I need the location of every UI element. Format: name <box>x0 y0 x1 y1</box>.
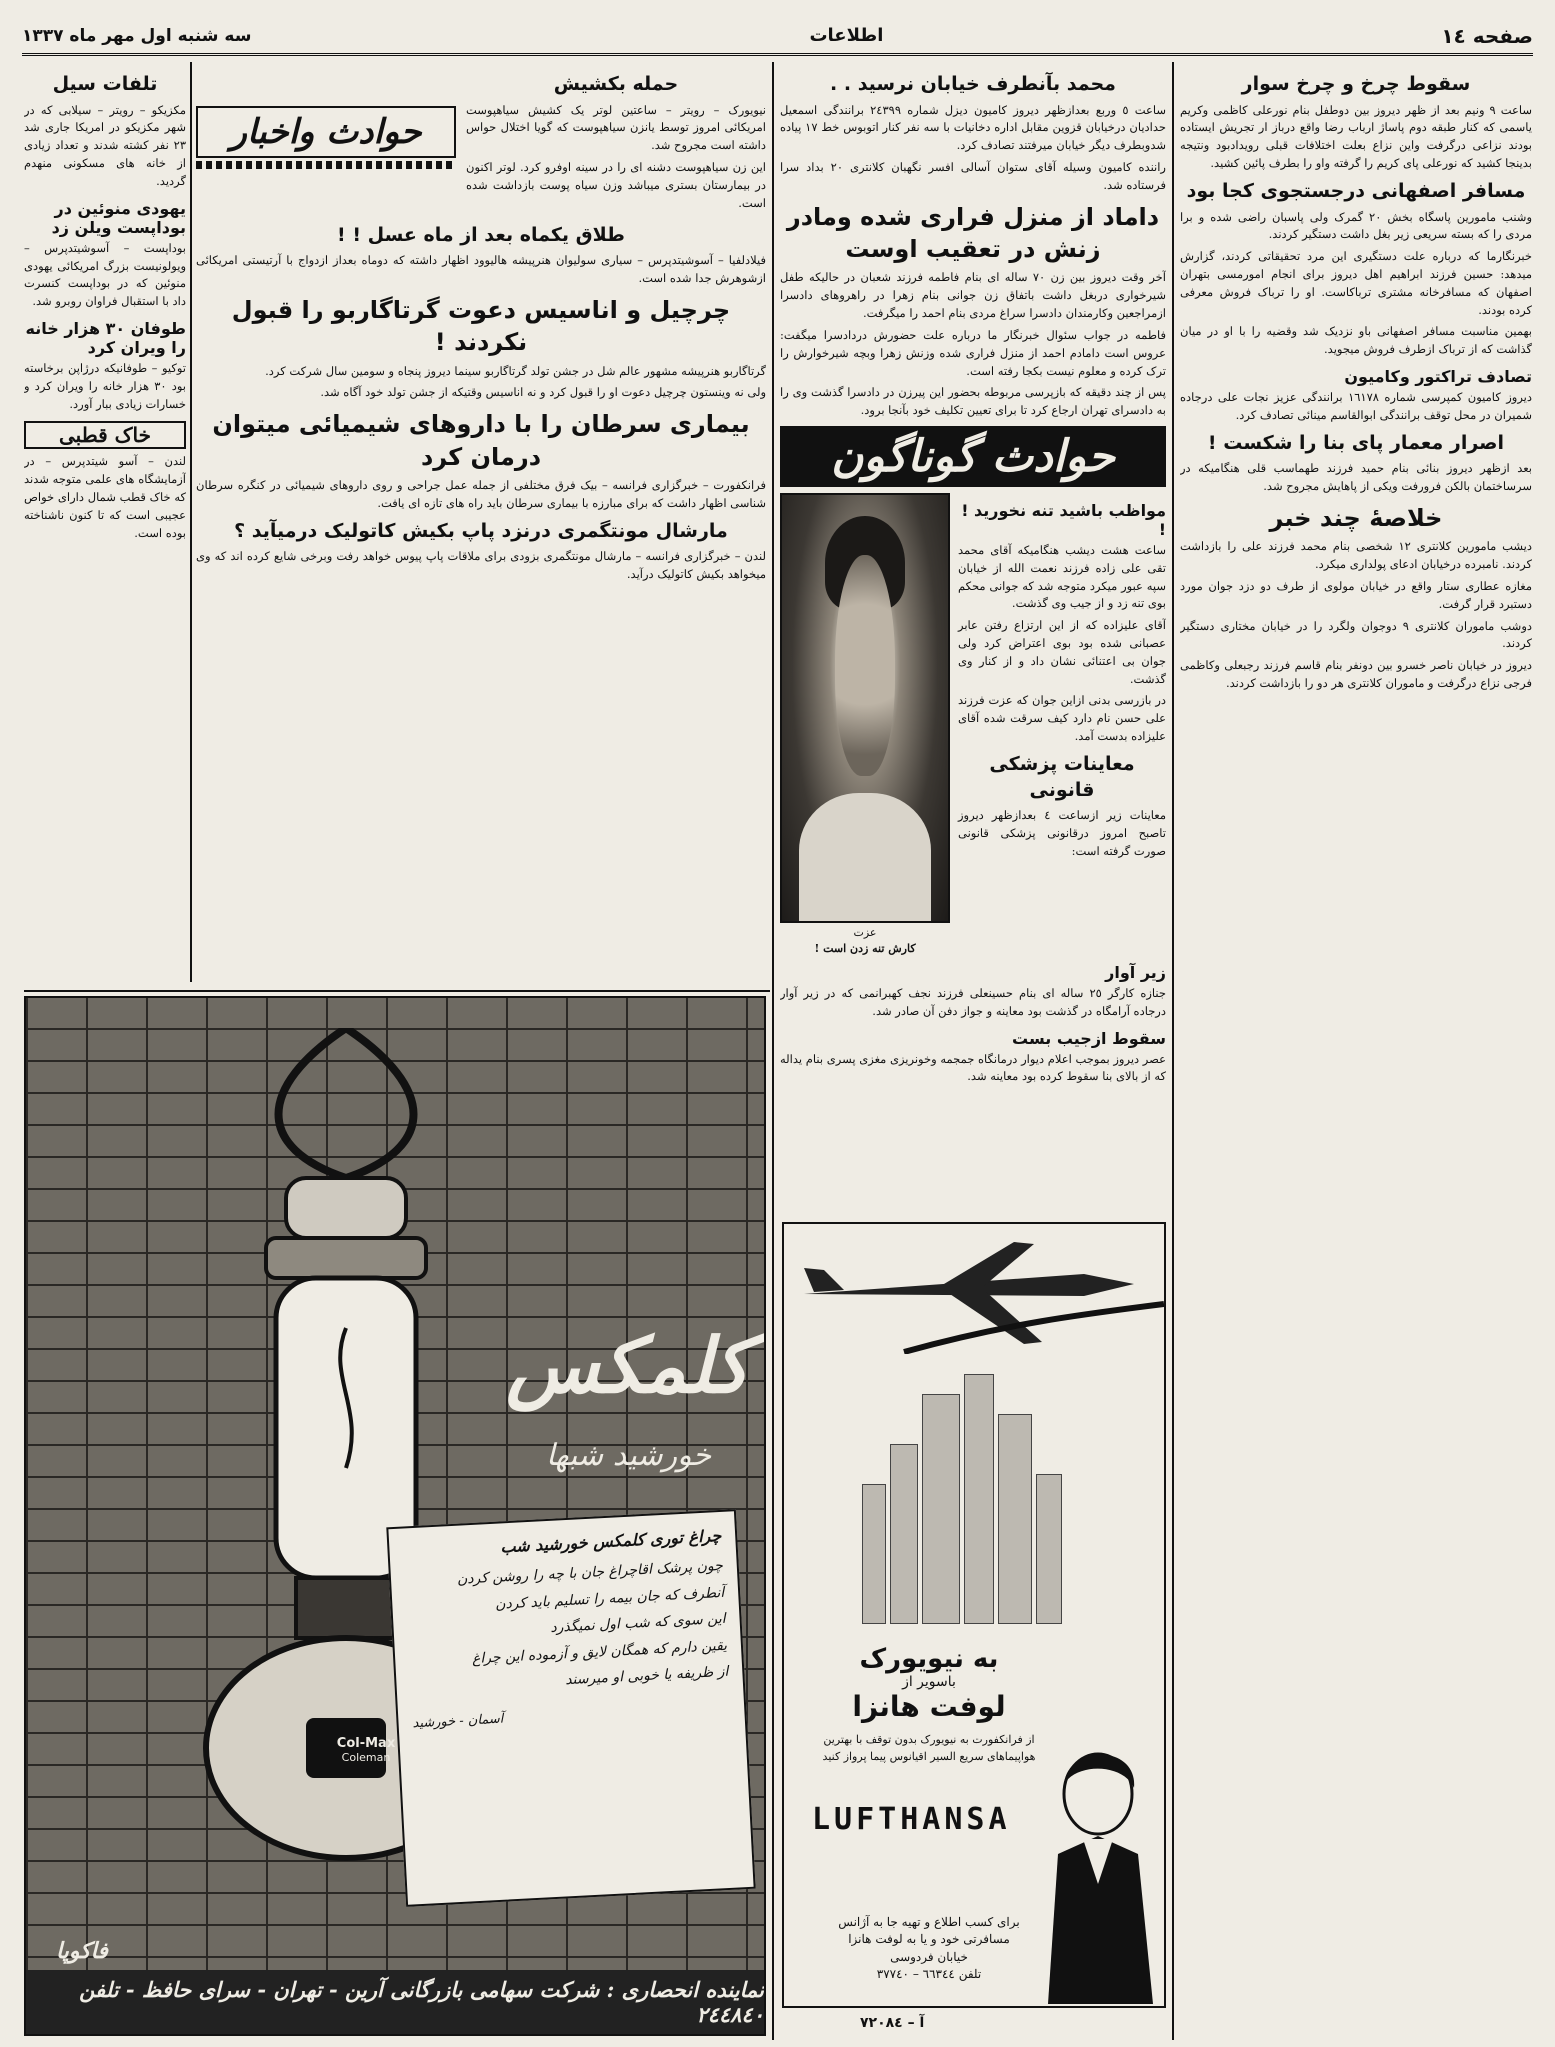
article-text: فرانکفورت – خبرگزاری فرانسه – بیک فرق مختلفی از جمله عمل جراحی و روی داروهای شیمیائی در کنگره سرطان شناسی اظهار داشت که برای مبارزه با بیماری سرطان باید راه های تازه ای یافت. <box>196 477 766 510</box>
article-text: بوداپست – آسوشیتدپرس – ویولونیست بزرگ امریکائی یهودی منوئین که در بوداپست کنسرت داد با استقبال فراوان روبرو شد. <box>24 240 186 309</box>
article-text: ساعت ۹ ونیم بعد از ظهر دیروز بین دوطفل بنام نورعلی کاظمی وکریم یاسمی که کنار طبقه دوم پاساژ ارباب رضا واقع درباز ار تجریش ایستاده بودند نزاعی درگرفت واین نزاع بعلت اختلافات قبلی رویدادبود ونتیجه بدینجا کشید که نورعلی پای کریم را گرفته واو را بطرف پائین کشید. <box>1180 102 1532 171</box>
colemax-ad <box>24 996 766 2036</box>
article-text: دیروز کامیون کمپرسی شماره ١٦١٧٨ برانندگی عزیز نجات علی درجاده شمیران در محل توقف برانندگی ابوالقاسم مینائی تصادف کرد. <box>1180 390 1532 422</box>
far-left-column <box>24 66 186 986</box>
headline: بیماری سرطان را با داروهای شیمیائی میتوان درمان کرد <box>212 410 750 471</box>
headline: تلفات سیل <box>52 73 158 95</box>
skyline-tower <box>1036 1474 1062 1624</box>
photo-caption: کارش تنه زدن است ! <box>814 941 916 955</box>
photo-story-text <box>958 493 1166 955</box>
article-text: آخر وقت دیروز بین زن ٧٠ ساله ای بنام فاطمه فرزند شعبان در حالیکه طفل شیرخواری دربغل داشت باتفاق زن جوانی بنام زهرا در راهروهای دادسرا ازمراجعین وکارمندان دادسرا سراغ مردی بنام احمد را میگرفت. <box>780 270 1166 321</box>
section-rule <box>24 990 770 992</box>
article-text: نیویورک – رویتر – ساعتین لوتر یک کشیش سیاهپوست امریکائی امروز توسط یانزن سیاهپوست که گویا اختلال حواس داشته است مجروح شد. <box>466 102 766 153</box>
skyline-tower <box>964 1374 994 1624</box>
lantern-cap <box>286 1178 406 1238</box>
article-text: لندن – آسو شیتدپرس – در آزمایشگاه های علمی متوجه شدند که خاک قطب شمال دارای خواص عجیبی است که تا کنون ناشناخته بوده است. <box>24 454 186 540</box>
headline-box: خاک قطبی <box>24 421 186 449</box>
skyline-tower <box>998 1414 1032 1624</box>
headline: معاینات پزشکی قانونی <box>989 752 1135 801</box>
photo-block <box>780 493 950 955</box>
testimonial-signature: آسمان - خورشید <box>412 1711 504 1732</box>
page-number: صفحه ١٤ <box>1441 23 1533 48</box>
lufthansa-ad <box>782 1222 1166 2008</box>
article-text: آقای علیزاده که از این ارتزاع رفتن عابر عصبانی شده بود بوی اعتراض کرد ولی جوان بی اعتنائی نشان داد و از کنار وی گذشت. <box>958 618 1166 686</box>
ad-footer <box>804 1914 1054 1984</box>
article-text: جنازه کارگر ٢٥ ساله ای بنام حسینعلی فرزند نجف کهبرانمی که در زیر آوار درجاده آرامگاه در گذشت بود معاینه و جواز دفن آن صادر شد. <box>780 985 1166 1018</box>
headline: سقوط ازجیب بست <box>1012 1028 1166 1048</box>
headline: سقوط چرخ و چرخ سوار <box>1241 73 1471 95</box>
headline: حمله بکشیش <box>553 73 679 95</box>
article-text: دیشب مامورین کلانتری ١٢ شخصی بنام محمد فرزند علی را بازداشت کردند. نامبرده درخیابان ادعای پولداری میکرد. <box>1180 539 1532 572</box>
testimonial-title: چراغ توری کلمکس خورشید شب <box>499 1525 722 1557</box>
lantern-label-line: Col-Max <box>336 1736 396 1751</box>
banner-stripes <box>196 161 456 169</box>
paper-name: اطلاعات <box>809 25 884 46</box>
headline: طوفان ٣٠ هزار خانه را ویران کرد <box>25 318 186 357</box>
airplane-illustration <box>784 1234 1164 1354</box>
photo-caption-name: عزت <box>853 925 877 939</box>
article-text: ولی نه وینستون چرچیل دعوت او را قبول کرد و نه اناسیس وقتیکه از جشن تولد خود آگاه شد. <box>320 385 766 400</box>
skyline-tower <box>890 1444 918 1624</box>
headline: اصرار معمار پای بنا را شکست ! <box>1207 431 1505 454</box>
column-rule <box>772 62 774 2040</box>
article-text: ساعت هشت دیشب هنگامیکه آقای محمد تقی علی زاده فرزند نعمت الله از خیابان سپه عبور میکرد متوجه شد که جوانی محکم بوی تنه زد و از جیب وی گذشت. <box>958 542 1166 611</box>
ad-footer-line: مسافرتی خود و یا به لوفت هانزا <box>848 1932 1010 1947</box>
column-rule <box>1172 62 1174 2040</box>
headline: مارشال مونتگمری درنزد پاپ بکیش کاتولیک درمیآید ؟ <box>234 519 728 542</box>
ad-footer-line: خیابان فردوسی <box>890 1949 968 1964</box>
testimonial-line: چون پرشک اقاچراغ جان با چه را روشن کردن <box>456 1557 724 1588</box>
column-rule <box>190 62 192 982</box>
article-text: وشنب مامورین پاسگاه بخش ٢٠ گمرک ولی پاسبان راضی شده و برا مردی را که بسته سریعی زیر بغل داشت دستگیر کردند. <box>1180 209 1532 242</box>
brand-slogan: خورشید شبها <box>546 1438 712 1473</box>
testimonial-line: از ظریفه یا خوبی او میرسند <box>564 1664 729 1689</box>
lantern-neck <box>296 1578 396 1638</box>
right-column <box>1180 66 1532 2038</box>
top-row <box>196 66 766 217</box>
agent-strip: نماینده انحصاری : شرکت سهامی بازرگانی آرین - تهران - سرای حافظ - تلفن ٢٤٤٨٤٠ <box>26 1970 764 2034</box>
photo-shirt <box>799 793 932 921</box>
testimonial-line: یقین دارم که همگان لایق و آزموده این چراغ <box>471 1637 728 1667</box>
story-block <box>466 66 766 217</box>
article-text: دیروز در خیابان ناصر خسرو بین دونفر بنام قاسم فرزند رجبعلی وکاظمی فرجی نزاع درگرفت و ماموران کلانتری هر دو را بازداشت کردند. <box>1180 658 1532 690</box>
headline: تصادف تراکتور وکامیون <box>1344 367 1532 387</box>
article-text: مکزیکو – رویتر – سیلابی که در شهر مکزیکو در امریکا جاری شد ٢٣ نفر کشته شدند و تعداد زیادی از خانه های مسکونی منهدم گردید. <box>24 102 186 188</box>
lufthansa-logo-text: LUFTHANSA <box>812 1802 1011 1837</box>
headline: محمد بآنطرف خیابان نرسید . . <box>830 73 1116 95</box>
headline: مسافر اصفهانی درجستجوی کجا بود <box>1186 179 1526 202</box>
article-text: فاطمه در جواب سئوال خبرنگار ما درباره علت حضورش دردادسرا میگفت: عروس است دامادم احمد از منزل فراری شده وزنش زهرا وبچه شیرخوارش را ترک کرده و معلوم نیست بکجا رفته است. <box>780 327 1166 378</box>
ad-headline: لوفت هانزا <box>852 1690 1006 1723</box>
article-text: این زن سیاهپوست دشنه ای را در سینه اوفرو کرد. لوتر اکنون در بیمارستان بستری میباشد وزن سیاه پوست بازداشت شده است. <box>466 160 766 210</box>
article-text: بعد ازظهر دیروز بنائی بنام حمید فرزند طهماسب قلی هنگامیکه در سرساختمان بالکن فرورفت ویکی از پاهایش مجروح شد. <box>1180 461 1532 494</box>
ad-body: از فرانکفورت به نیویورک بدون توقف با بهترین هواپیماهای سریع السیر اقیانوس پیما پرواز کنید <box>822 1733 1036 1764</box>
lufthansa-copy <box>804 1644 1054 1769</box>
testimonial-line: آنطرف که جان بیمه را تسلیم باید کردن <box>494 1584 725 1613</box>
article-text: گرتاگاربو هنرپیشه مشهور عالم شل در جشن تولد گرتاگاربو سینما دیروز پنجاه و سومین سال شرکت کرد. <box>265 363 766 378</box>
ad-code: آ – ٧٢٠٨٤ <box>860 2015 925 2031</box>
article-text: ساعت ٥ وربع بعدازظهر دیروز کامیون دیزل شماره ٢٤٣٩٩ برانندگی اسمعیل حدادیان درخیابان قزوین مقابل اداره دخانیات با سه نفر کنار اتوبوس خط ١٧ پیاده شدوبطرف دیگر خیابان میرفتند تصادف کرد. <box>780 102 1166 153</box>
article-text: فیلادلفیا – آسوشیتدپرس – سیاری سولیوان هنرپیشه هالیوود اظهار داشته که دوماه بعداز ازدواج با آرتیستی امریکائی ازشوهرش جدا شده است. <box>196 253 766 285</box>
brand-title: کلمکس <box>506 1321 751 1410</box>
article-text: دوشب ماموران کلانتری ۹ دوجوان ولگرد را در خیابان مختاری دستگیر کردند. <box>1180 618 1532 651</box>
maker-mark: فاکوپا <box>56 1938 108 1964</box>
lantern-label <box>326 1736 406 1764</box>
article-text: لندن – خبرگزاری فرانسه – مارشال مونتگمری بزودی برای ملاقات پاپ پیوس خواهد رفت وبرخی شایع کرده اند که وی میخواهد بکیش کاتولیک درآید. <box>196 549 766 582</box>
lantern-label-line: Coleman <box>341 1751 391 1764</box>
section-banner: حوادث گوناگون <box>780 426 1166 487</box>
photo-story <box>780 493 1166 955</box>
article-text: بهمین مناسبت مسافر اصفهانی باو نزدیک شد وقضیه را با او در میان گذاشت که از ترباک ازطرف فروش میجوید. <box>1180 324 1532 357</box>
ad-footer-line: برای کسب اطلاع و تهیه جا به آژانس <box>838 1915 1020 1929</box>
inner-left-column <box>196 66 766 986</box>
article-text: پس از چند دقیقه که بازپرسی مربوطه بحضور این پیرزن در دادسرا گذشت وی را به دادسرای تهران ارجاع کرد تا برای تعیین تکلیف خود بآنجا برود. <box>780 385 1166 418</box>
testimonial-line: این سوی که شب اول نمیگذرد <box>549 1610 726 1637</box>
testimonial-paper <box>386 1509 755 1907</box>
article-text: خبرنگارما که درباره علت دستگیری این مرد تحقیقاتی کردند، گزارش میدهد: حسین فرزند ابراهیم اهل دیروز برای انجام امورمسی بتهران اصفهان که مسافرخانه مشتری ترباکاست. او را ترباک فروش معرفی کرده بودند. <box>1180 249 1532 317</box>
swoosh-line <box>904 1304 1164 1352</box>
headline: زیر آوار <box>1105 962 1166 982</box>
headline: مواظب باشید تنه نخورید ! ! <box>961 500 1166 539</box>
section-banner-block <box>196 66 456 217</box>
photo-face <box>835 555 895 777</box>
portrait-photo <box>780 493 950 923</box>
lantern-handle <box>279 1028 414 1178</box>
headline: یهودی منوئین در بوداپست ویلن زد <box>51 198 186 237</box>
skyline-tower <box>922 1394 960 1624</box>
article-text: مغازه عطاری ستار واقع در خیابان مولوی از طرف دو دزد جوان مورد دستبرد قرار گرفت. <box>1180 578 1532 611</box>
skyline-tower <box>862 1484 886 1624</box>
skyline-illustration <box>862 1374 1062 1624</box>
section-banner: حوادث واخبار <box>196 106 456 158</box>
headline: چرچیل و اناسیس دعوت گرتاگاربو را قبول نکردند ! <box>231 295 731 357</box>
headline: خلاصهٔ چند خبر <box>1269 503 1443 532</box>
masthead <box>22 18 1533 56</box>
article-text: معاینات زیر ازساعت ٤ بعدازظهر دیروز تاصبح امروز درقانونی پزشکی قانونی صورت گرفته است: <box>958 808 1166 858</box>
middle-column <box>780 66 1166 1216</box>
ad-footer-line: تلفن ٦٦٣٤٤ – ٣٧٧٤٠ <box>876 1967 982 1982</box>
ad-subline: باسویر از <box>902 1674 956 1690</box>
ad-headline: به نیویورک <box>859 1644 999 1674</box>
airplane-tail <box>804 1268 844 1292</box>
issue-date: سه شنبه اول مهر ماه ١٣٣٧ <box>22 25 252 46</box>
headline: طلاق یکماه بعد از ماه عسل ! ! <box>337 223 625 246</box>
article-text: عصر دیروز بموجب اعلام دیوار درمانگاه جمجمه وخونریزی مغزی پسری بنام یداله که از بالای بنا سقوط کرده بود معاینه شد. <box>780 1051 1166 1084</box>
article-text: در بازرسی بدنی ازاین جوان که عزت فرزند علی حسن نام دارد کیف سرقت شده آقای علیزاده بدست آمد. <box>958 693 1166 744</box>
article-text: توکیو – طوفانیکه درژاپن برخاسته بود ٣٠ هزار خانه را ویران کرد و خسارات زیادی ببار آورد. <box>24 360 186 411</box>
lantern-vent <box>266 1238 426 1278</box>
headline: داماد از منزل فراری شده ومادر زنش در تعقیب اوست <box>786 202 1160 264</box>
article-text: راننده کامیون وسیله آقای ستوان آسالی افسر نگهبان کلانتری ٢٠ بداد سرا فرستاده شد. <box>780 160 1166 192</box>
